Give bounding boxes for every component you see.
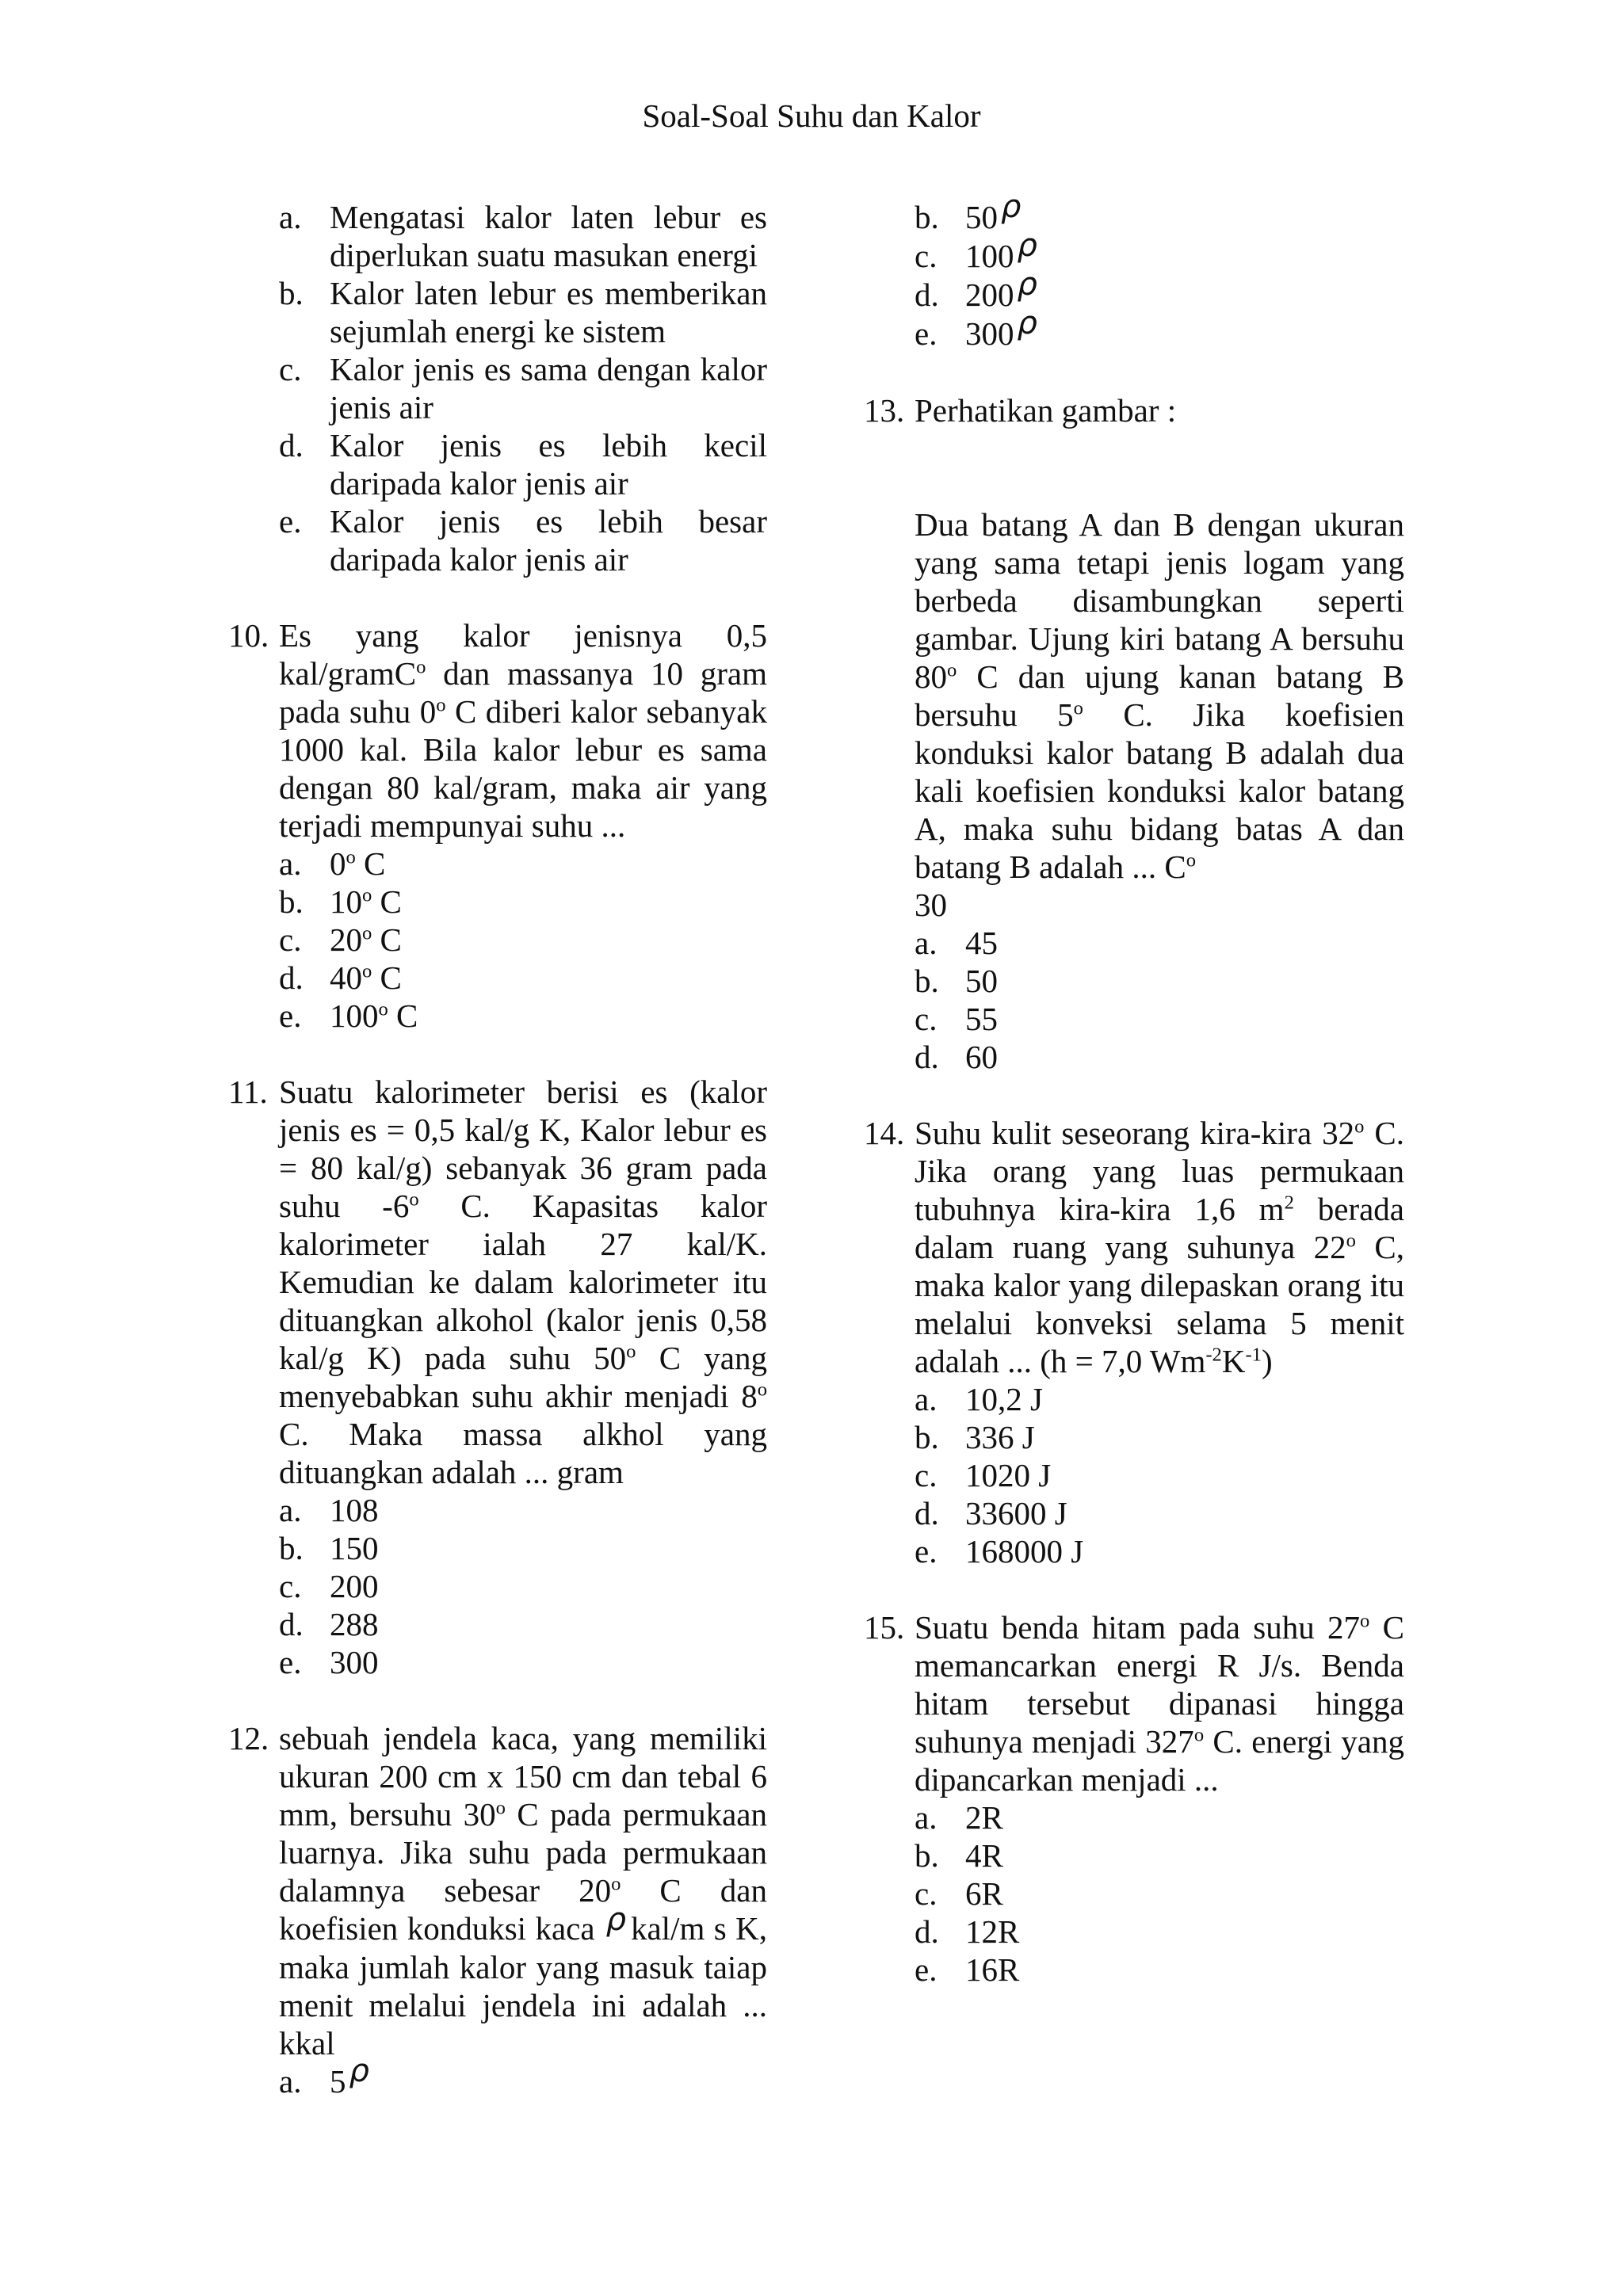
- page-header: Soal-Soal Suhu dan Kalor: [642, 97, 981, 134]
- q11-option-b[interactable]: b. 150: [279, 1530, 379, 1566]
- q15-option-d[interactable]: d. 12R: [915, 1913, 1020, 1950]
- q12-options-a: [279, 2053, 767, 2101]
- q13-option-d[interactable]: d. 60: [915, 1039, 998, 1075]
- q10-options: [279, 845, 767, 1035]
- q15-option-a[interactable]: a. 2R: [915, 1799, 1003, 1836]
- q14-options: [915, 1380, 1404, 1570]
- question-number: 12.: [228, 1720, 269, 1756]
- q9-option-b[interactable]: b. Kalor laten lebur es memberikan sejumlah energi ke sistem: [279, 275, 767, 349]
- rho-symbol: ρ: [1017, 266, 1037, 303]
- question-15: [864, 1608, 1404, 1989]
- question-extra-value: 30: [915, 887, 947, 923]
- question-text: Suhu kulit seseorang kira-kira 32$^o$ C. Jika orang yang luas permukaan tubuhnya kira-kira 1,6 $m^2$ berada dalam ruang yang suhunya 22$^o$ C, maka kalor yang dilepaskan orang itu melalui konveksi selama 5 menit adalah ... (h = 7,0 $Wm^{-2}K^{-1}$): [915, 1115, 1405, 1379]
- question-10: [228, 616, 767, 1035]
- q9-option-e[interactable]: e. Kalor jenis es lebih besar daripada kalor jenis air: [279, 503, 767, 578]
- question-text: Suatu kalorimeter berisi es (kalor jenis es = 0,5 kal/g K, Kalor lebur es = 80 kal/g) sebanyak 36 gram pada suhu -6$^o$ C. Kapasitas kalor kalorimeter ialah 27 kal/K. Kemudian ke dalam kalorimeter itu dituangkan alkohol (kalor jenis 0,58 kal/g K) pada suhu 50$^o$ C yang menyebabkan suhu akhir menjadi 8$^o$ C. Maka massa alkhol yang dituangkan adalah ... gram: [279, 1074, 768, 1490]
- rho-symbol: ρ: [1017, 227, 1037, 264]
- q12-option-a[interactable]: a. 5 ρ: [279, 2053, 369, 2100]
- q14-option-d[interactable]: d. 33600 J: [915, 1495, 1067, 1531]
- q10-option-c[interactable]: c. 20$^o$ C: [279, 921, 402, 958]
- question-number: 14.: [864, 1115, 905, 1151]
- question-number: 10.: [228, 617, 269, 654]
- q15-options: [915, 1798, 1404, 1989]
- q9-option-c[interactable]: c. Kalor jenis es sama dengan kalor jenis air: [279, 351, 767, 425]
- question-14: [864, 1114, 1404, 1570]
- right-column: [864, 189, 1405, 1989]
- q9-options: [279, 198, 767, 578]
- question-12: [228, 1719, 767, 2101]
- q11-option-c[interactable]: c. 200: [279, 1568, 379, 1604]
- q15-option-b[interactable]: b. 4R: [915, 1837, 1003, 1874]
- question-number: 15.: [864, 1609, 905, 1646]
- q12-option-e[interactable]: e. 300 ρ: [915, 305, 1037, 352]
- q14-option-e[interactable]: e. 168000 J: [915, 1533, 1084, 1569]
- q15-option-c[interactable]: c. 6R: [915, 1875, 1003, 1912]
- figure-placeholder: [915, 429, 1404, 505]
- question-number: 13.: [864, 392, 905, 429]
- q9-option-d[interactable]: d. Kalor jenis es lebih kecil daripada kalor jenis air: [279, 427, 767, 502]
- rho-symbol: ρ: [349, 2053, 369, 2089]
- q14-option-c[interactable]: c. 1020 J: [915, 1457, 1052, 1493]
- question-text: sebuah jendela kaca, yang memiliki ukuran 200 cm x 150 cm dan tebal 6 mm, bersuhu 30$^o$ C pada permukaan luarnya. Jika suhu pada permukaan dalamnya sebesar 20$^o$ C dan koefisien konduksi kaca ρ kal/m s K, maka jumlah kalor yang masuk taiap menit melalui jendela ini adalah ... kkal: [279, 1720, 767, 2061]
- q9-option-a[interactable]: a. Mengatasi kalor laten lebur es diperlukan suatu masukan energi: [279, 199, 767, 273]
- q12-option-b[interactable]: b. 50 ρ: [915, 189, 1022, 235]
- question-text: Es yang kalor jenisnya 0,5 kal/gramC$^o$ dan massanya 10 gram pada suhu 0$^o$ C diberi kalor sebanyak 1000 kal. Bila kalor lebur es sama dengan 80 kal/gram, maka air yang terjadi mempunyai suhu ...: [279, 617, 767, 844]
- question-title: Perhatikan gambar :: [915, 392, 1177, 429]
- q11-option-d[interactable]: d. 288: [279, 1606, 379, 1642]
- q10-option-e[interactable]: e. 100$^o$ C: [279, 997, 418, 1034]
- question-13: [864, 391, 1404, 1076]
- q12-option-c[interactable]: c. 100 ρ: [915, 227, 1037, 274]
- question-text: Suatu benda hitam pada suhu 27$^o$ C memancarkan energi R J/s. Benda hitam tersebut dipanasi hingga suhunya menjadi 327$^o$ C. energi yang dipancarkan menjadi ...: [915, 1609, 1404, 1798]
- q13-option-c[interactable]: c. 55: [915, 1001, 998, 1037]
- q14-option-a[interactable]: a. 10,2 J: [915, 1381, 1043, 1417]
- question-number: 11.: [228, 1074, 268, 1110]
- q13-option-b[interactable]: b. 50: [915, 963, 998, 999]
- rho-symbol: ρ: [1017, 305, 1037, 341]
- q11-options: [279, 1491, 767, 1681]
- q10-option-b[interactable]: b. 10$^o$ C: [279, 883, 402, 920]
- rho-symbol: ρ: [605, 1901, 626, 1938]
- q11-option-e[interactable]: e. 300: [279, 1644, 379, 1680]
- rho-symbol: ρ: [1001, 189, 1022, 225]
- question-text: Dua batang A dan B dengan ukuran yang sama tetapi jenis logam yang berbeda disambungkan seperti gambar. Ujung kiri batang A bersuhu 80$^o$ C dan ujung kanan batang B bersuhu 5$^o$ C. Jika koefisien konduksi kalor batang B adalah dua kali koefisien konduksi kalor batang A, maka suhu bidang batas A dan batang B adalah ... $C^o$: [915, 506, 1404, 885]
- q14-option-b[interactable]: b. 336 J: [915, 1419, 1035, 1455]
- q10-option-a[interactable]: a. 0$^o$ C: [279, 845, 386, 882]
- q13-options: [915, 924, 1404, 1076]
- q12-options-continued: [915, 189, 1404, 353]
- q10-option-d[interactable]: d. 40$^o$ C: [279, 959, 402, 996]
- q12-option-d[interactable]: d. 200 ρ: [915, 266, 1037, 313]
- q15-option-e[interactable]: e. 16R: [915, 1951, 1020, 1988]
- question-11: [228, 1073, 767, 1681]
- q13-option-a[interactable]: a. 45: [915, 925, 998, 961]
- q11-option-a[interactable]: a. 108: [279, 1492, 379, 1528]
- left-column: [228, 198, 767, 2101]
